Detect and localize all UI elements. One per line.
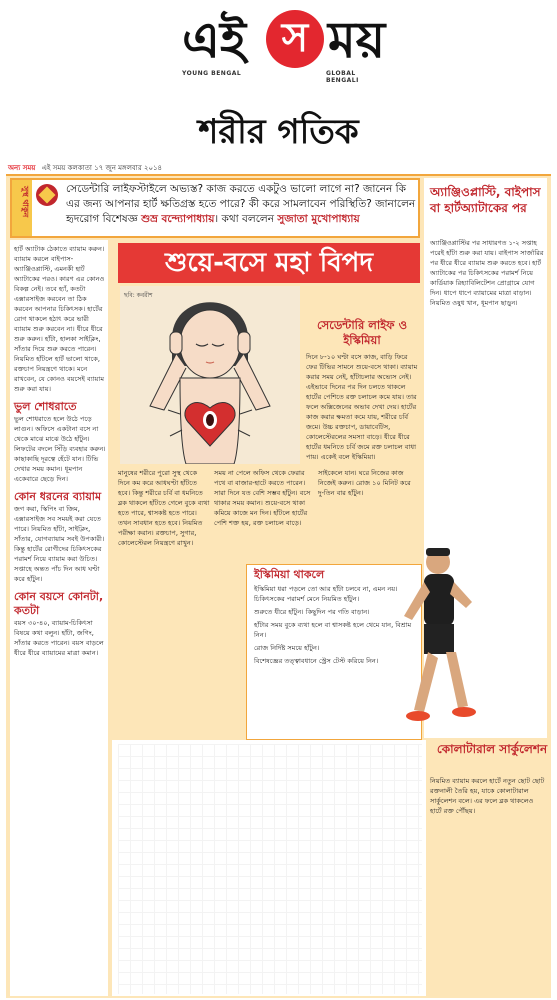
side-body: দিনে ৮-১০ ঘণ্টা বসে কাজ, বাড়ি ফিরে ফের টিভির সামনে শুয়ে-বসে থাকা। ব্যায়াম করার সময় নেই, হাঁটাচলার অভ্যেস নেই। এইভাবে দিনের পর দিন চলতে থাকলে হার্টের পেশিতে রক্ত চলাচল কমে যায়। তার ফলে অক্সিজেনের অভাব দেখা দেয়। হার্টের কাজ করার ক্ষমতা কমে যায়, শরীরে চর্বি জমে। উচ্চ রক্তচাপ, ডায়াবেটিস, কোলেস্টেরলের সমস্যা বাড়ে। ধীরে ধীরে হার্টের ধমনিতে চর্বি জমে রক্ত চলাচল বাধা পায়। একেই বলে ইস্কিমিয়া।	[306, 353, 418, 461]
ischemia-point-4: রোজ নির্দিষ্ট সময়ে হাঁটুন।	[254, 644, 320, 652]
mid-column-1: মানুষের শরীরে পুরো সুস্থ থেকে দিনে কম করে আধঘণ্টা হাঁটতে হবে। কিন্তু শরীরে চর্বি বা ধমনিতে ব্লক থাকলে হাঁটতে গেলে বুকে ব্যথা হতে পারে, শ্বাসকষ্ট হতে পারে। তখন সাবধান হতে হবে। নিয়মিত পরীক্ষা করান। রক্তচাপ, সুগার, কোলেস্টেরল নিয়ন্ত্রণে রাখুন।	[118, 469, 210, 547]
left-heading-1: ভুল শোধরাতে	[14, 400, 77, 413]
logo-text-left: এই	[182, 11, 247, 69]
intro-writer: সুজাতা মুখোপাধ্যায়	[277, 213, 360, 225]
left-column-text	[14, 244, 106, 660]
runner-photo	[380, 540, 480, 770]
logo	[182, 8, 386, 84]
ischemia-point-2: শুরুতে ধীরে হাঁটুন। কিছুদিন পর গতি বাড়ান।	[254, 608, 370, 616]
left-body-2: ভুল শোধরাতে হলে উঠে পড়ে লাগুন। অফিসে একটানা বসে না থেকে মাঝে মাঝে উঠে হাঁটুন। লিফটের বদলে সিঁড়ি ব্যবহার করুন। কাছাকাছি দূরত্বে হেঁটে যান। টিভি দেখার সময় কমান। ধূমপান একেবারে ছেড়ে দিন।	[14, 415, 106, 483]
mid-column-3: সাইকেলে যান। ঘরে নিজের কাজ নিজেই করুন। রোজ ১০ মিনিট করে দু-তিন বার হাঁটুন।	[318, 469, 411, 497]
intro-text	[66, 182, 416, 227]
right-body-1: অ্যাঞ্জিওপ্লাস্টির পর সাধারণত ১-২ সপ্তাহ পরেই হাঁটা শুরু করা যায়। বাইপাস সার্জারির পর ধীরে ধীরে ব্যায়াম শুরু করতে হবে। হার্ট অ্যাটাকের পর চিকিৎসকের পরামর্শ নিয়ে কার্ডিয়াক রিহ্যাবিলিটেশন প্রোগ্রামে যোগ দিন। ধাপে ধাপে ব্যায়ামের মাত্রা বাড়ান। নিয়মিত ওষুধ খান, ধূমপান ছাড়ুন।	[430, 239, 544, 307]
right-heading-1: অ্যাঞ্জিওপ্লাস্টি, বাইপাস বা হার্টঅ্যাটাকের পর	[430, 185, 541, 215]
section-emblem-icon	[36, 184, 58, 206]
masthead	[0, 0, 557, 88]
category-badge	[12, 180, 32, 236]
section-title: শরীর গতিক	[198, 112, 359, 152]
ischemia-point-1: ইস্কিমিয়া ধরা পড়লে তো আর হাঁটা চলবে না, এমন নয়। চিকিৎসকের পরামর্শ মেনে নিয়মিত হাঁটুন।	[254, 585, 398, 603]
intro-expert: শুভ্র বন্দ্যোপাধ্যায়	[141, 213, 215, 225]
ischemia-heading: ইস্কিমিয়া থাকলে	[254, 568, 325, 581]
left-heading-2: কোন ধরনের ব্যায়াম	[14, 490, 102, 503]
logo-circle	[266, 10, 324, 68]
logo-text-right: ময়	[328, 11, 386, 69]
right-body-2: নিয়মিত ব্যায়াম করলে হার্টে নতুন ছোট ছোট রক্তনালী তৈরি হয়, যাকে কোলাটারাল সার্কুলেশন বলে। এর ফলে ব্লক থাকলেও হার্টে রক্ত পৌঁছয়।	[430, 777, 545, 815]
right-heading-2: কোলাটারাল সার্কুলেশন	[436, 742, 548, 756]
sub-heading: সেডেন্টারি লাইফ ও ইস্কিমিয়া	[316, 318, 408, 347]
headline-banner	[118, 243, 420, 283]
tagline-right: GLOBAL BENGALI	[326, 70, 359, 84]
left-body-1: হার্ট অ্যাটাক ঠেকাতে ব্যায়াম করুন। ব্যায়াম করলে বাইপাস-অ্যাঞ্জিওপ্লাস্টি, এমনকী হার্ট অ্যাটাকের পরও। কারণ এর কোনও বিকল্প নেই। তবে হ্যাঁ, কতটা এক্সারসাইজ করবেন তা ঠিক করবেন আপনার চিকিৎসক। হার্টের রোগ থাকলে হঠাৎ করে ভারী ব্যায়াম শুরু করবেন না। ধীরে ধীরে শুরু করুন। হাঁটা, হালকা সাইক্লিং, সাঁতার দিয়ে শুরু করতে পারেন। নিয়মিত হাঁটলে হার্ট ভালো থাকে, রক্তচাপ নিয়ন্ত্রণে থাকে। মনে রাখবেন, যে কোনও বয়সেই ব্যায়াম শুরু করা যায়।	[14, 245, 105, 393]
ischemia-point-3: হাঁটার সময় বুকে ব্যথা হলে বা শ্বাসকষ্ট হলে থেমে যান, বিশ্রাম নিন।	[254, 621, 412, 639]
logo-text-circle: স	[281, 15, 309, 61]
tagline-left: YOUNG BENGAL	[182, 70, 242, 77]
grid-pattern	[118, 744, 422, 994]
left-body-4: বয়স ৩০-৪০, ব্যায়াম-চিকিৎসা বিষয়ে কথা বলুন। হাঁটা, জগিং, সাঁতার করতে পারেন। বয়স বাড়লে ধীরে ধীরে ব্যায়ামের মাত্রা কমান।	[14, 619, 104, 657]
illustration	[120, 286, 300, 464]
category-badge-label: সুস্থ থাকুন	[21, 186, 30, 218]
headline: শুয়ে-বসে মহা বিপদ	[165, 248, 373, 278]
left-heading-3: কোন বয়সে কোনটা, কতটা	[14, 590, 104, 617]
person-with-heart-illustration	[120, 286, 300, 464]
illustration-credit: ছবি: কবরীশ	[124, 292, 153, 299]
left-body-3: জগ করা, স্কিপিং বা জিম, এক্সারসাইজ সব সময়ই করা যেতে পারে। নিয়মিত হাঁটা, সাইক্লিং, সাঁতার, যোগব্যায়াম সবই উপকারী। কিন্তু হার্টের রোগীদের চিকিৎসকের পরামর্শ নিয়ে ব্যায়াম করা উচিত। সপ্তাহে অন্তত পাঁচ দিন আধ ঘণ্টা করে হাঁটুন।	[14, 505, 105, 583]
runner-figure	[380, 540, 480, 770]
issue-text: এই সময় কলকাতা ১৭ জুন মঙ্গলবার ২০১৪	[41, 164, 163, 172]
intro-mid: । কথা বললেন	[214, 213, 275, 225]
issue-line	[0, 162, 557, 174]
issue-brand: অন্য সময়	[8, 164, 36, 172]
mid-column-2: সময় না পেলে অফিস থেকে ফেরার পথে বা বাজার-হাটে করতে পারেন। সারা দিনে যত বেশি সম্ভব হাঁটুন। বসে থাকার সময় কমান। শুয়ে-বসে থাকা কমিয়ে কাজে মন দিন। হাঁটলে হার্টের পেশি শক্ত হয়, রক্ত চলাচল বাড়ে।	[214, 469, 311, 527]
intro-body: সেডেন্টারি লাইফস্টাইলে অভ্যস্ত? কাজ করতে একটুও ভালো লাগে না? জানেন কি এর জন্য আপনার হার্ট ক্ষতিগ্রস্ত হতে পারে? কী করে সামলাবেন পরিস্থিতি? জানালেন হৃদরোগ বিশেষজ্ঞ	[66, 183, 416, 225]
ischemia-point-5: বিশেষজ্ঞের তত্ত্বাবধানে স্ট্রেস টেস্ট করিয়ে নিন।	[254, 657, 379, 665]
